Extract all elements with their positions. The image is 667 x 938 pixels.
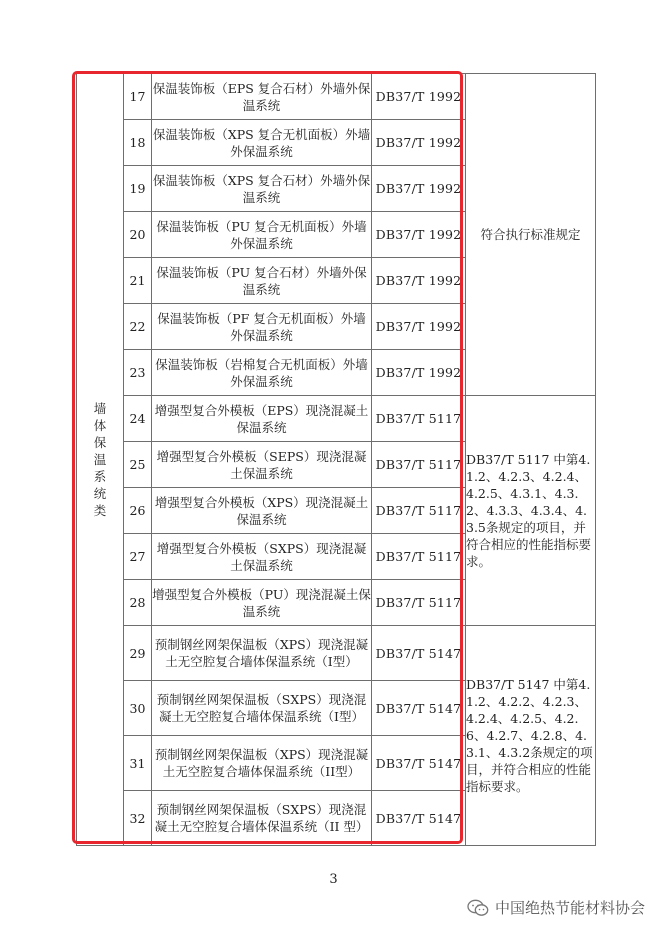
row-number: 27 [124,534,152,580]
category-cell: 墙体保温系统类 [77,74,124,846]
watermark-text: 中国绝热节能材料协会 [494,899,645,917]
standard-code: DB37/T 1992 [372,258,466,304]
row-number: 26 [124,488,152,534]
row-number: 24 [124,396,152,442]
system-name: 保温装饰板（XPS 复合石材）外墙外保温系统 [152,166,372,212]
row-number: 28 [124,580,152,626]
system-name: 预制钢丝网架保温板（SXPS）现浇混凝土无空腔复合墙体保温系统（II 型） [152,791,372,846]
system-name: 保温装饰板（EPS 复合石材）外墙外保温系统 [152,74,372,120]
system-name: 增强型复合外模板（EPS）现浇混凝土保温系统 [152,396,372,442]
page-number: 3 [329,872,338,887]
standard-code: DB37/T 5117 [372,488,466,534]
row-number: 32 [124,791,152,846]
standard-code: DB37/T 1992 [372,304,466,350]
system-name: 保温装饰板（XPS 复合无机面板）外墙外保温系统 [152,120,372,166]
system-name: 增强型复合外模板（SEPS）现浇混凝土保温系统 [152,442,372,488]
system-name: 预制钢丝网架保温板（XPS）现浇混凝土无空腔复合墙体保温系统（II型） [152,736,372,791]
row-number: 23 [124,350,152,396]
standard-code: DB37/T 1992 [372,74,466,120]
row-number: 21 [124,258,152,304]
row-number: 17 [124,74,152,120]
system-name: 预制钢丝网架保温板（XPS）现浇混凝土无空腔复合墙体保温系统（I型） [152,626,372,681]
system-name: 保温装饰板（PU 复合无机面板）外墙外保温系统 [152,212,372,258]
requirement-group-2: DB37/T 5117 中第4.1.2、4.2.3、4.2.4、4.2.5、4.3.1、4.3.2、4.3.3、4.3.4、4.3.5条规定的项目，并符合相应的性能指标要求。 [466,396,596,626]
standard-code: DB37/T 1992 [372,166,466,212]
requirement-group-3: DB37/T 5147 中第4.1.2、4.2.2、4.2.3、4.2.4、4.2.5、4.2.6、4.2.7、4.2.8、4.3.1、4.3.2条规定的项目，并符合相应的性能指标要求。 [466,626,596,846]
standard-code: DB37/T 5147 [372,681,466,736]
table-row [77,626,596,681]
table-row [77,396,596,442]
row-number: 20 [124,212,152,258]
standard-code: DB37/T 5117 [372,580,466,626]
row-number: 22 [124,304,152,350]
standard-code: DB37/T 1992 [372,120,466,166]
standard-code: DB37/T 5147 [372,736,466,791]
wechat-icon [467,899,489,917]
standard-code: DB37/T 1992 [372,350,466,396]
standard-code: DB37/T 5117 [372,534,466,580]
watermark [467,897,645,918]
system-name: 保温装饰板（PU 复合石材）外墙外保温系统 [152,258,372,304]
requirement-group-1: 符合执行标准规定 [466,74,596,396]
row-number: 25 [124,442,152,488]
system-name: 预制钢丝网架保温板（SXPS）现浇混凝土无空腔复合墙体保温系统（I型） [152,681,372,736]
row-number: 18 [124,120,152,166]
row-number: 29 [124,626,152,681]
standards-table [76,73,596,846]
system-name: 增强型复合外模板（PU）现浇混凝土保温系统 [152,580,372,626]
system-name: 增强型复合外模板（SXPS）现浇混凝土保温系统 [152,534,372,580]
table-row [77,74,596,120]
standard-code: DB37/T 5117 [372,396,466,442]
standard-code: DB37/T 5117 [372,442,466,488]
system-name: 保温装饰板（岩棉复合无机面板）外墙外保温系统 [152,350,372,396]
system-name: 保温装饰板（PF 复合无机面板）外墙外保温系统 [152,304,372,350]
row-number: 31 [124,736,152,791]
row-number: 30 [124,681,152,736]
standard-code: DB37/T 5147 [372,626,466,681]
standard-code: DB37/T 5147 [372,791,466,846]
system-name: 增强型复合外模板（XPS）现浇混凝土保温系统 [152,488,372,534]
row-number: 19 [124,166,152,212]
standard-code: DB37/T 1992 [372,212,466,258]
